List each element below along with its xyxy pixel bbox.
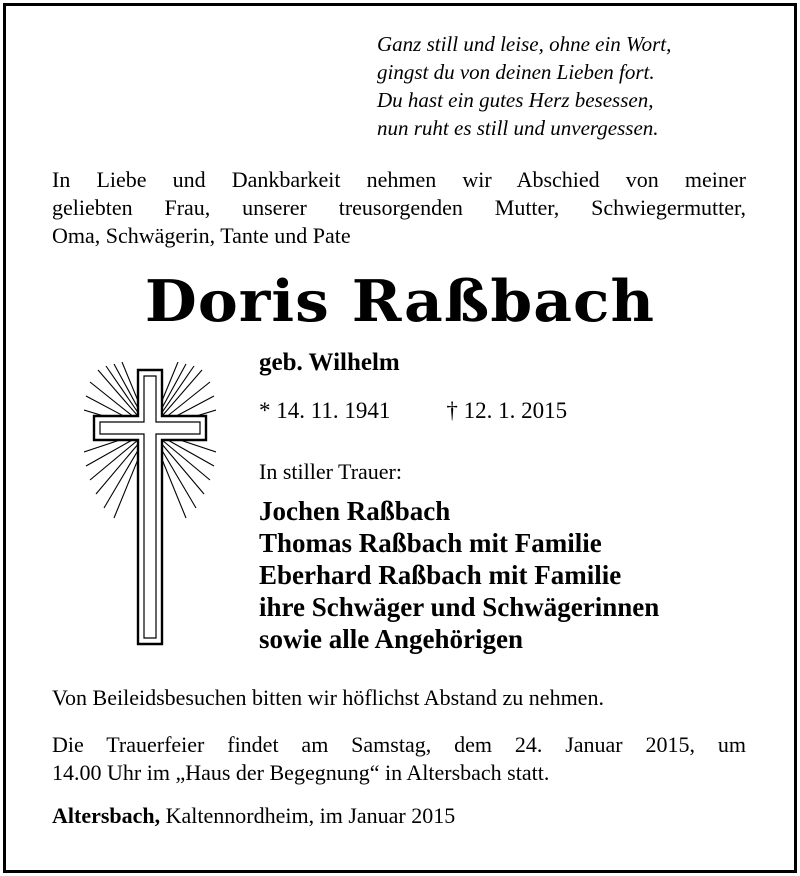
intro-text [52, 166, 746, 250]
maiden-name: geb. Wilhelm [259, 349, 400, 376]
intro-line: Oma, Schwägerin, Tante und Pate [52, 223, 351, 248]
life-dates [259, 398, 567, 424]
intro-line: geliebten Frau, unserer treusorgenden Mutter, Schwiegermutter, [52, 195, 746, 220]
visits-note: Von Beileidsbesuchen bitten wir höflichst Abstand zu nehmen. [52, 685, 604, 710]
birth-date: * 14. 11. 1941 [259, 398, 391, 423]
mourner: sowie alle Angehörigen [259, 624, 523, 654]
funeral-line: 14.00 Uhr im „Haus der Begegnung“ in Altersbach statt. [52, 760, 550, 785]
closing-place: Altersbach, [52, 803, 161, 828]
mourner: Jochen Raßbach [259, 496, 451, 526]
mourning-label: In stiller Trauer: [259, 459, 402, 484]
intro-line: In Liebe und Dankbarkeit nehmen wir Abschied von meiner [52, 167, 746, 192]
mourner: Eberhard Raßbach mit Familie [259, 560, 622, 590]
funeral-info [52, 731, 746, 787]
deceased-name: Doris Raßbach [144, 268, 656, 335]
closing-line [52, 803, 455, 829]
mourner: ihre Schwäger und Schwägerinnen [259, 592, 660, 622]
poem-line: Ganz still und leise, ohne ein Wort, [377, 32, 672, 56]
closing-rest: Kaltennordheim, im Januar 2015 [160, 803, 456, 828]
poem-line: nun ruht es still und unvergessen. [377, 116, 659, 140]
poem-line: gingst du von deinen Lieben fort. [377, 60, 655, 84]
radiant-cross-icon [84, 362, 216, 654]
funeral-line: Die Trauerfeier findet am Samstag, dem 24. Januar 2015, um [52, 732, 746, 757]
poem-line: Du hast ein gutes Herz besessen, [377, 88, 654, 112]
mourners-list [259, 495, 659, 655]
death-date: † 12. 1. 2015 [446, 398, 568, 423]
poem [377, 30, 671, 142]
mourner: Thomas Raßbach mit Familie [259, 528, 602, 558]
